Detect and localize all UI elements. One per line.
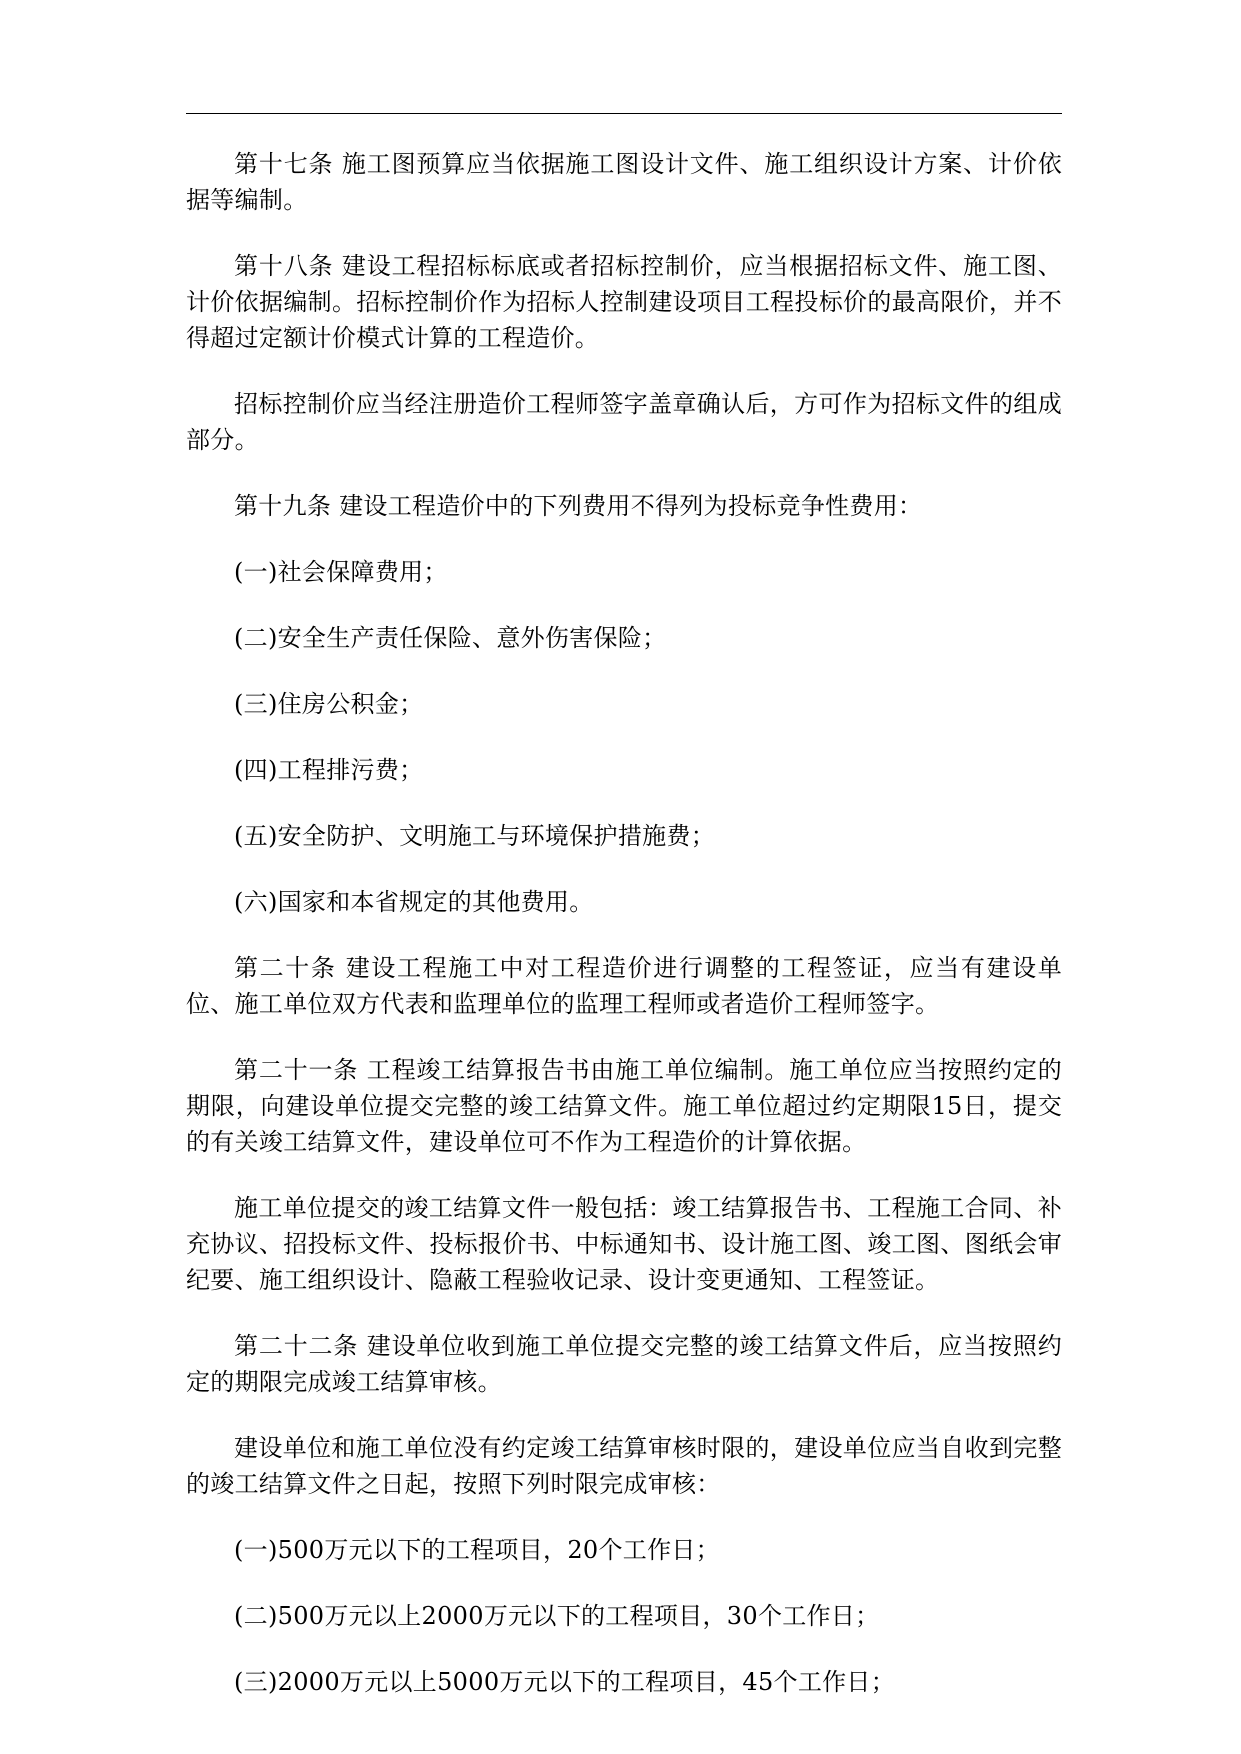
header-rule xyxy=(186,113,1062,114)
document-body xyxy=(186,146,1062,1730)
paragraph: 第二十二条 建设单位收到施工单位提交完整的竣工结算文件后，应当按照约定的期限完成竣工结算审核。 xyxy=(186,1332,1062,1396)
list-item: (三)2000万元以上5000万元以下的工程项目，45个工作日； xyxy=(234,1668,896,1696)
list-item: (三)住房公积金； xyxy=(234,690,424,718)
list-item: (二)安全生产责任保险、意外伤害保险； xyxy=(234,624,667,652)
paragraph: 建设单位和施工单位没有约定竣工结算审核时限的，建设单位应当自收到完整的竣工结算文件之日起，按照下列时限完成审核： xyxy=(186,1434,1062,1498)
paragraph: 招标控制价应当经注册造价工程师签字盖章确认后，方可作为招标文件的组成部分。 xyxy=(186,390,1062,454)
list-item: (二)500万元以上2000万元以下的工程项目，30个工作日； xyxy=(234,1602,880,1630)
list-item: (五)安全防护、文明施工与环境保护措施费； xyxy=(234,822,716,850)
paragraph: 施工单位提交的竣工结算文件一般包括：竣工结算报告书、工程施工合同、补充协议、招投标文件、投标报价书、中标通知书、设计施工图、竣工图、图纸会审纪要、施工组织设计、隐蔽工程验收记录、设计变更通知、工程签证。 xyxy=(186,1194,1062,1294)
list-item: (六)国家和本省规定的其他费用。 xyxy=(234,888,594,916)
paragraph: 第十七条 施工图预算应当依据施工图设计文件、施工组织设计方案、计价依据等编制。 xyxy=(186,150,1062,214)
paragraph: 第二十一条 工程竣工结算报告书由施工单位编制。施工单位应当按照约定的期限，向建设单位提交完整的竣工结算文件。施工单位超过约定期限15日，提交的有关竣工结算文件，建设单位可不作为工程造价的计算依据。 xyxy=(186,1056,1062,1156)
paragraph: 第二十条 建设工程施工中对工程造价进行调整的工程签证，应当有建设单位、施工单位双方代表和监理单位的监理工程师或者造价工程师签字。 xyxy=(186,954,1062,1018)
paragraph: 第十九条 建设工程造价中的下列费用不得列为投标竞争性费用： xyxy=(234,492,923,520)
list-item: (四)工程排污费； xyxy=(234,756,424,784)
paragraph: 第十八条 建设工程招标标底或者招标控制价，应当根据招标文件、施工图、计价依据编制。招标控制价作为招标人控制建设项目工程投标价的最高限价，并不得超过定额计价模式计算的工程造价。 xyxy=(186,252,1062,352)
list-item: (一)500万元以下的工程项目，20个工作日； xyxy=(234,1536,720,1564)
list-item: (一)社会保障费用； xyxy=(234,558,448,586)
